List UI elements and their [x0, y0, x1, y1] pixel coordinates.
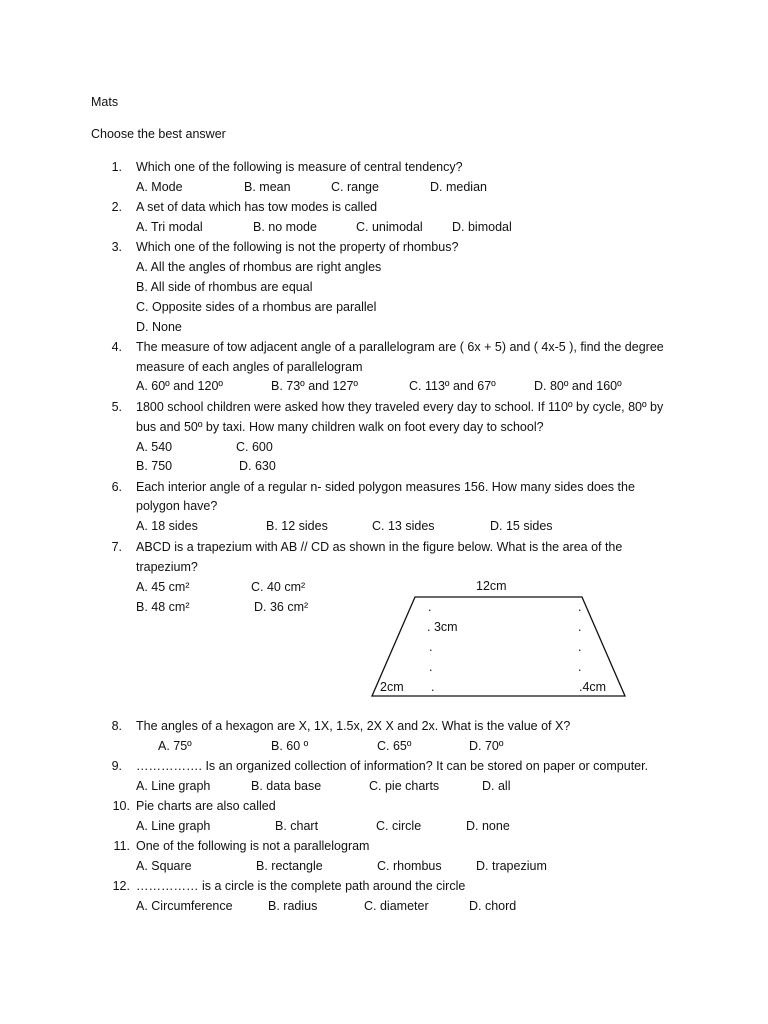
option-d: D. 80º and 160º — [534, 379, 622, 393]
option-a: A. 45 cm² — [136, 580, 190, 594]
option-c: C. rhombus — [377, 859, 442, 873]
question-number: 6. — [111, 480, 122, 494]
question-number: 9. — [111, 759, 122, 773]
option-b: B. 12 sides — [266, 519, 328, 533]
option-a: A. Line graph — [136, 819, 211, 833]
option-d: D. 36 cm² — [254, 600, 309, 614]
option-b: B. 750 — [136, 459, 173, 473]
height-dot: . — [578, 640, 582, 654]
option-b: B. no mode — [253, 220, 317, 234]
height-dot: . — [429, 640, 433, 654]
option-a: A. Mode — [136, 180, 183, 194]
option-a: A. 75º — [158, 739, 192, 753]
option-b: B. rectangle — [256, 859, 323, 873]
question-text: …………… is a circle is the complete path around the circle — [136, 879, 466, 893]
option-d: D. none — [466, 819, 510, 833]
question-number: 3. — [111, 240, 122, 254]
height-dot: . — [578, 620, 582, 634]
option-a: A. 60º and 120º — [136, 379, 223, 393]
question-number: 5. — [111, 400, 122, 414]
question-text: The angles of a hexagon are X, 1X, 1.5x, 2X X and 2x. What is the value of X? — [136, 719, 571, 733]
height-dot: . — [578, 660, 582, 674]
question-number: 8. — [111, 719, 122, 733]
option-c: C. diameter — [364, 899, 429, 913]
top-side-label: 12cm — [476, 579, 507, 593]
option-d: D. chord — [469, 899, 517, 913]
option-d: D. trapezium — [476, 859, 547, 873]
question-text-continued: bus and 50º by taxi. How many children walk on foot every day to school? — [136, 420, 544, 434]
option-b: B. mean — [244, 180, 291, 194]
option-c: C. 600 — [236, 440, 273, 454]
option-a: A. 540 — [136, 440, 173, 454]
option-b: B. 73º and 127º — [271, 379, 358, 393]
option-c: C. pie charts — [369, 779, 440, 793]
question-text: ABCD is a trapezium with AB // CD as shown in the figure below. What is the area of the — [136, 540, 623, 554]
question-number: 11. — [113, 839, 130, 853]
question-text-continued: polygon have? — [136, 499, 218, 513]
height-dot: . — [578, 600, 582, 614]
question-number: 1. — [111, 160, 122, 174]
option-d: D. bimodal — [452, 220, 512, 234]
option-d: D. 15 sides — [490, 519, 553, 533]
option-c: C. circle — [376, 819, 422, 833]
option-d: D. 70º — [469, 739, 504, 753]
option-b: B. data base — [251, 779, 322, 793]
question-text: One of the following is not a parallelogram — [136, 839, 370, 853]
question-text: 1800 school children were asked how they traveled every day to school. If 110º by cycle, 80º by — [136, 400, 664, 414]
option-c: C. 13 sides — [372, 519, 435, 533]
option-c: C. range — [331, 180, 379, 194]
bottom-left-label: 2cm — [380, 680, 404, 694]
option-a: A. Tri modal — [136, 220, 203, 234]
height-dot: . — [431, 680, 435, 694]
option-c: C. Opposite sides of a rhombus are parallel — [136, 300, 377, 314]
option-a: A. All the angles of rhombus are right angles — [136, 260, 382, 274]
option-d: D. median — [430, 180, 487, 194]
option-a: A. Line graph — [136, 779, 211, 793]
question-number: 4. — [111, 340, 122, 354]
option-a: A. Circumference — [136, 899, 233, 913]
question-number: 2. — [111, 200, 122, 214]
option-c: C. unimodal — [356, 220, 423, 234]
option-c: C. 113º and 67º — [409, 379, 496, 393]
question-text: The measure of tow adjacent angle of a parallelogram are ( 6x + 5) and ( 4x-5 ), find the degree — [136, 340, 664, 354]
question-text-continued: measure of each angles of parallelogram — [136, 360, 363, 374]
option-d: D. 630 — [239, 459, 276, 473]
question-text: Which one of the following is measure of central tendency? — [136, 160, 463, 174]
option-a: A. Square — [136, 859, 192, 873]
option-b: B. All side of rhombus are equal — [136, 280, 313, 294]
option-d: D. None — [136, 320, 182, 334]
height-label: . 3cm — [427, 620, 458, 634]
question-number: 12. — [112, 879, 130, 893]
question-number: 7. — [111, 540, 122, 554]
question-text: A set of data which has tow modes is called — [136, 200, 378, 214]
height-dot: . — [428, 600, 432, 614]
option-b: B. 60 º — [271, 739, 309, 753]
option-d: D. all — [482, 779, 511, 793]
question-text: Which one of the following is not the property of rhombus? — [136, 240, 459, 254]
question-text: ……………. Is an organized collection of information? It can be stored on paper or computer. — [136, 759, 649, 773]
trapezium-figure — [360, 575, 635, 703]
question-text-continued: trapezium? — [136, 560, 198, 574]
bottom-right-label: .4cm — [579, 680, 607, 694]
option-c: C. 65º — [377, 739, 412, 753]
option-b: B. radius — [268, 899, 318, 913]
option-a: A. 18 sides — [136, 519, 198, 533]
option-b: B. chart — [275, 819, 319, 833]
subject-title: Mats — [91, 95, 119, 109]
question-text: Each interior angle of a regular n- sided polygon measures 156. How many sides does the — [136, 480, 635, 494]
question-number: 10. — [112, 799, 130, 813]
height-dot: . — [429, 660, 433, 674]
instruction-text: Choose the best answer — [91, 127, 226, 141]
question-text: Pie charts are also called — [136, 799, 276, 813]
option-c: C. 40 cm² — [251, 580, 306, 594]
option-b: B. 48 cm² — [136, 600, 190, 614]
